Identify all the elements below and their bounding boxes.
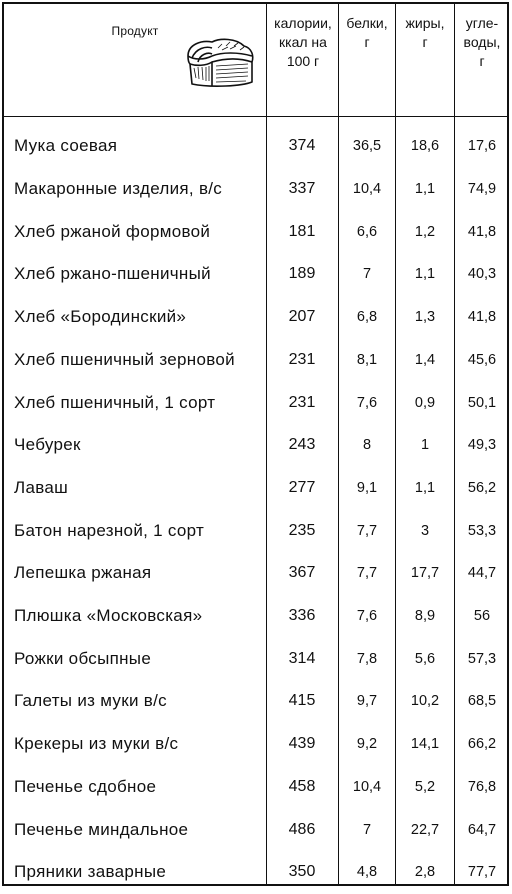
- fat-value: 1,2: [414, 223, 436, 240]
- product-name: Хлеб «Бородинский»: [14, 307, 187, 327]
- fat-value: 0,9: [414, 394, 436, 411]
- kcal-value: 367: [288, 564, 316, 582]
- fat-value: 2,8: [414, 864, 436, 881]
- carbs-value: 74,9: [467, 181, 497, 198]
- kcal-value: 374: [288, 137, 316, 155]
- protein-value: 9,7: [356, 693, 378, 710]
- product-name: Лепешка ржаная: [14, 563, 152, 583]
- fat-value: 17,7: [410, 565, 440, 582]
- carbs-value: 50,1: [467, 394, 497, 411]
- header-protein: белки, г: [346, 15, 388, 50]
- carbs-value: 68,5: [467, 693, 497, 710]
- header-carbs: угле- воды, г: [463, 15, 501, 69]
- table-row: [4, 210, 507, 253]
- product-name: Хлеб пшеничный зерновой: [14, 349, 235, 369]
- carbs-value: 56,2: [467, 479, 497, 496]
- carbs-value: 40,3: [467, 266, 497, 283]
- product-name: Чебурек: [14, 435, 81, 455]
- product-name: Лаваш: [14, 477, 69, 497]
- carbs-value: 41,8: [467, 309, 497, 326]
- protein-value: 7,7: [356, 565, 378, 582]
- product-name: Мука соевая: [14, 136, 118, 156]
- product-name: Хлеб ржано-пшеничный: [14, 264, 211, 284]
- protein-value: 7: [362, 821, 372, 838]
- protein-value: 7: [362, 266, 372, 283]
- protein-value: 6,6: [356, 223, 378, 240]
- kcal-value: 314: [288, 649, 316, 667]
- kcal-value: 243: [288, 436, 316, 454]
- kcal-value: 486: [288, 820, 316, 838]
- kcal-value: 189: [288, 265, 316, 283]
- table-row: [4, 766, 507, 809]
- kcal-value: 336: [288, 607, 316, 625]
- carbs-value: 17,6: [467, 138, 497, 155]
- product-name: Рожки обсыпные: [14, 648, 152, 668]
- protein-value: 10,4: [352, 778, 382, 795]
- table-row: [4, 509, 507, 552]
- fat-value: 5,6: [414, 650, 436, 667]
- fat-value: 18,6: [410, 138, 440, 155]
- fat-value: 14,1: [410, 736, 440, 753]
- fat-value: 1,1: [414, 479, 436, 496]
- product-name: Пряники заварные: [14, 862, 167, 882]
- table-row: [4, 552, 507, 595]
- table-row: [4, 424, 507, 467]
- table-row: [4, 253, 507, 296]
- table-row: [4, 467, 507, 510]
- fat-value: 1: [420, 437, 430, 454]
- protein-value: 9,2: [356, 736, 378, 753]
- protein-value: 6,8: [356, 309, 378, 326]
- protein-value: 7,6: [356, 394, 378, 411]
- kcal-value: 235: [288, 521, 316, 539]
- table-row: [4, 723, 507, 766]
- header-product-cell: [4, 4, 266, 116]
- fat-value: 22,7: [410, 821, 440, 838]
- protein-value: 9,1: [356, 479, 378, 496]
- carbs-value: 41,8: [467, 223, 497, 240]
- bread-loaf-icon: [182, 34, 258, 90]
- header-kcal: калории, ккал на 100 г: [274, 15, 332, 69]
- header-fat: жиры, г: [405, 15, 445, 50]
- product-name: Печенье миндальное: [14, 819, 189, 839]
- product-name: Галеты из муки в/с: [14, 691, 167, 711]
- protein-value: 7,6: [356, 608, 378, 625]
- kcal-value: 231: [288, 393, 316, 411]
- table-row: [4, 296, 507, 339]
- carbs-value: 45,6: [467, 351, 497, 368]
- fat-value: 1,1: [414, 266, 436, 283]
- carbs-value: 66,2: [467, 736, 497, 753]
- protein-value: 7,7: [356, 522, 378, 539]
- kcal-value: 350: [288, 863, 316, 881]
- kcal-value: 231: [288, 350, 316, 368]
- carbs-value: 49,3: [467, 437, 497, 454]
- product-name: Печенье сдобное: [14, 776, 157, 796]
- table-row: [4, 595, 507, 638]
- table-row: [4, 381, 507, 424]
- table-row: [4, 168, 507, 211]
- kcal-value: 439: [288, 735, 316, 753]
- protein-value: 7,8: [356, 650, 378, 667]
- nutrition-table: [2, 2, 509, 886]
- carbs-value: 57,3: [467, 650, 497, 667]
- table-row: [4, 339, 507, 382]
- header-product-label: Продукт: [111, 24, 159, 38]
- table-row: [4, 637, 507, 680]
- product-name: Плюшка «Московская»: [14, 606, 203, 626]
- table-row: [4, 680, 507, 723]
- table-row: [4, 125, 507, 168]
- kcal-value: 181: [288, 222, 316, 240]
- product-name: Хлеб пшеничный, 1 сорт: [14, 392, 216, 412]
- fat-value: 8,9: [414, 608, 436, 625]
- protein-value: 4,8: [356, 864, 378, 881]
- protein-value: 8,1: [356, 351, 378, 368]
- kcal-value: 415: [288, 692, 316, 710]
- product-name: Хлеб ржаной формовой: [14, 221, 211, 241]
- protein-value: 8: [362, 437, 372, 454]
- table-row: [4, 851, 507, 894]
- product-name: Батон нарезной, 1 сорт: [14, 520, 205, 540]
- carbs-value: 56: [473, 608, 491, 625]
- fat-value: 3: [420, 522, 430, 539]
- carbs-value: 64,7: [467, 821, 497, 838]
- carbs-value: 76,8: [467, 778, 497, 795]
- carbs-value: 44,7: [467, 565, 497, 582]
- fat-value: 1,4: [414, 351, 436, 368]
- carbs-value: 77,7: [467, 864, 497, 881]
- product-name: Крекеры из муки в/с: [14, 734, 179, 754]
- kcal-value: 277: [288, 478, 316, 496]
- kcal-value: 458: [288, 777, 316, 795]
- fat-value: 1,3: [414, 309, 436, 326]
- kcal-value: 207: [288, 308, 316, 326]
- product-name: Макаронные изделия, в/с: [14, 179, 223, 199]
- fat-value: 10,2: [410, 693, 440, 710]
- carbs-value: 53,3: [467, 522, 497, 539]
- protein-value: 10,4: [352, 181, 382, 198]
- fat-value: 5,2: [414, 778, 436, 795]
- table-row: [4, 808, 507, 851]
- fat-value: 1,1: [414, 181, 436, 198]
- protein-value: 36,5: [352, 138, 382, 155]
- kcal-value: 337: [288, 180, 316, 198]
